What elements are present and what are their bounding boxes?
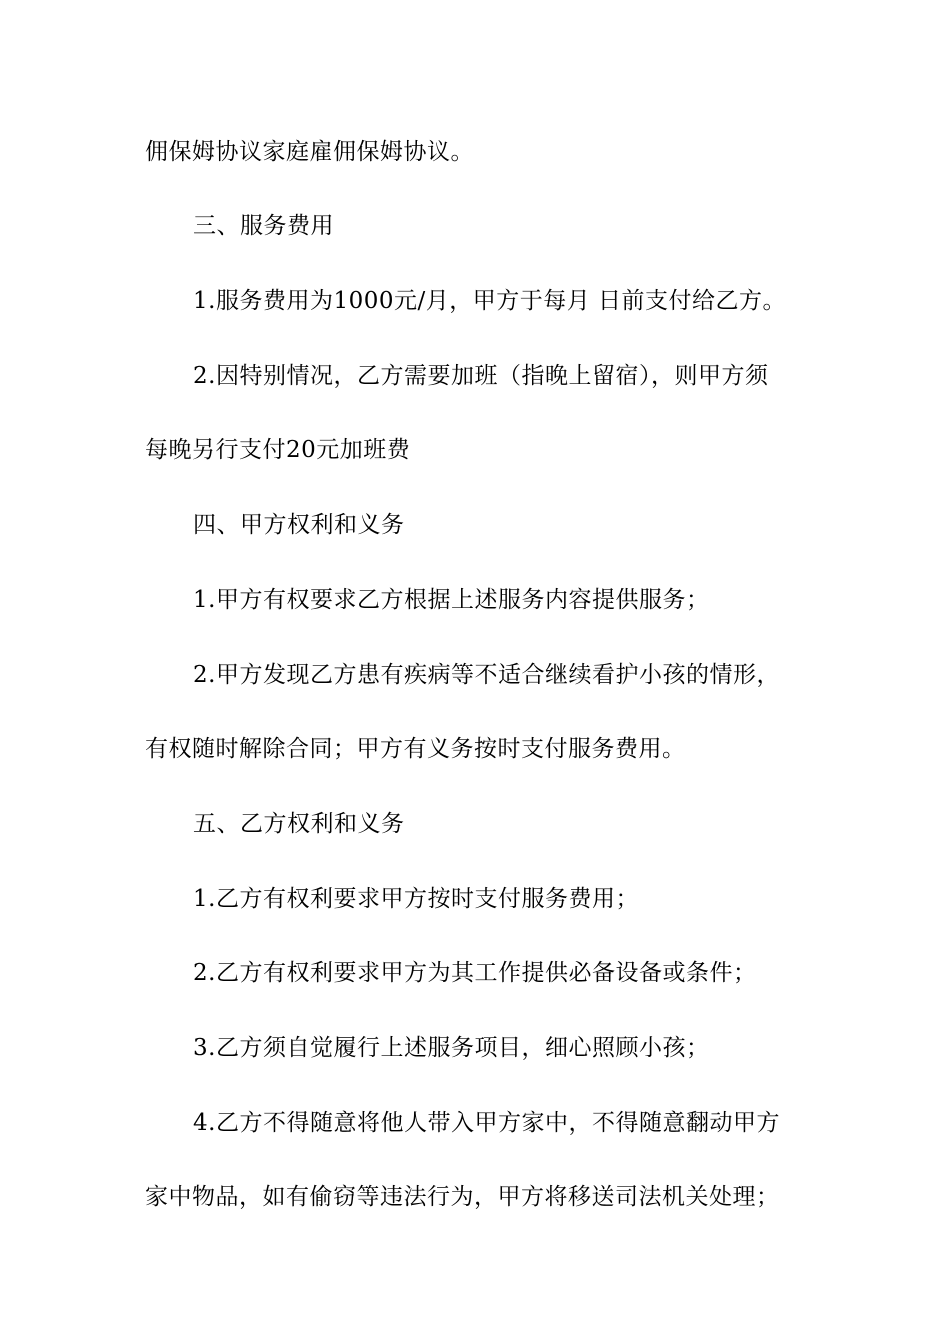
- clause-overtime: 2.因特别情况，乙方需要加班（指晚上留宿），则甲方须: [193, 363, 769, 389]
- clause-fee-amount: 1.服务费用为1000元/月，甲方于每月 日前支付给乙方。: [193, 288, 787, 314]
- section-heading-party-b-rights: 五、乙方权利和义务: [193, 811, 405, 837]
- clause-overtime-continuation: 每晚另行支付20元加班费: [145, 437, 411, 463]
- clause-party-a-right-2-continuation: 有权随时解除合同；甲方有义务按时支付服务费用。: [145, 736, 686, 762]
- section-heading-party-a-rights: 四、甲方权利和义务: [193, 512, 405, 538]
- clause-party-b-right-3: 3.乙方须自觉履行上述服务项目，细心照顾小孩；: [193, 1035, 710, 1061]
- paragraph-continuation: 佣保姆协议家庭雇佣保姆协议。: [145, 139, 474, 165]
- section-heading-service-fees: 三、服务费用: [193, 213, 334, 239]
- clause-party-b-right-4-continuation: 家中物品，如有偷窃等违法行为，甲方将移送司法机关处理；: [145, 1184, 780, 1210]
- clause-party-b-right-2: 2.乙方有权利要求甲方为其工作提供必备设备或条件；: [193, 960, 757, 986]
- clause-party-b-right-4: 4.乙方不得随意将他人带入甲方家中，不得随意翻动甲方: [193, 1110, 780, 1136]
- clause-party-a-right-2: 2.甲方发现乙方患有疾病等不适合继续看护小孩的情形，: [193, 662, 780, 688]
- clause-party-b-right-1: 1.乙方有权利要求甲方按时支付服务费用；: [193, 886, 639, 912]
- clause-party-a-right-1: 1.甲方有权要求乙方根据上述服务内容提供服务；: [193, 587, 710, 613]
